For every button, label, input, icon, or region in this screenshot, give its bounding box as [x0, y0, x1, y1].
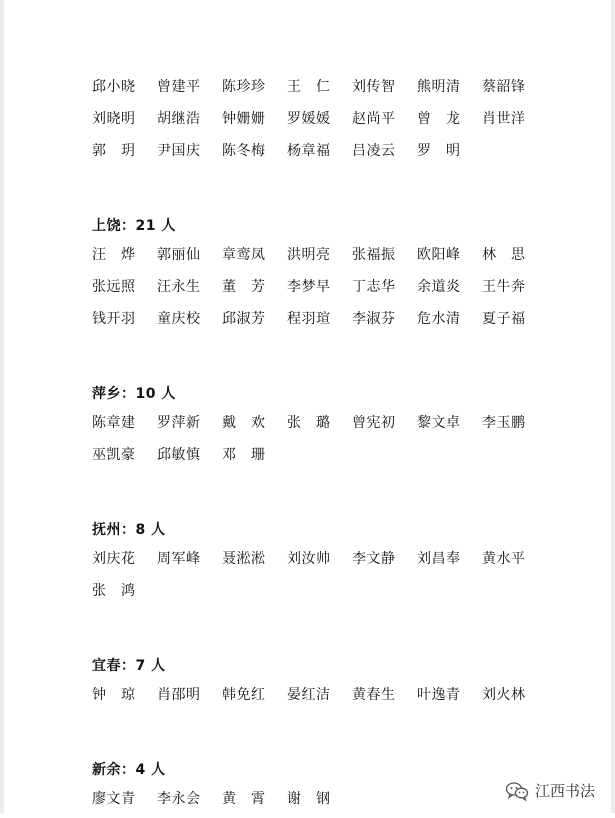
name-row: [92, 578, 532, 610]
person-name: 李玉鹏: [482, 415, 526, 431]
region-title: 宜春：7 人: [92, 658, 166, 674]
name-row: [92, 442, 532, 474]
person-name: 余道炎: [417, 279, 461, 295]
person-name: 郭丽仙: [157, 247, 201, 263]
person-name: 李文静: [352, 551, 396, 567]
name-row: [92, 106, 532, 138]
person-name: 王 仁: [287, 79, 331, 95]
name-row: [92, 274, 532, 306]
person-name: 肖邵明: [157, 687, 201, 703]
name-row: [92, 138, 532, 170]
person-name: 聂淞淞: [222, 551, 266, 567]
page-edge-left: [0, 0, 4, 813]
person-name: 黄春生: [352, 687, 396, 703]
watermark-text: 江西书法: [534, 782, 595, 800]
person-name: 刘火林: [482, 687, 526, 703]
person-name: 吕凌云: [352, 143, 396, 159]
section-spacer: [92, 714, 532, 760]
section-spacer: [92, 474, 532, 520]
person-name: 黎文卓: [417, 415, 461, 431]
person-name: 罗媛媛: [287, 111, 331, 127]
person-name: 李永会: [157, 791, 201, 807]
person-name: 章鸾凤: [222, 247, 266, 263]
person-name: 丁志华: [352, 279, 396, 295]
person-name: 钱开羽: [92, 311, 136, 327]
person-name: 陈珍珍: [222, 79, 266, 95]
person-name: 晏红洁: [287, 687, 331, 703]
person-name: 曾宪初: [352, 415, 396, 431]
name-row: [92, 786, 532, 818]
region-title: 抚州：8 人: [92, 522, 166, 538]
person-name: 罗 明: [417, 143, 461, 159]
region-group: [92, 384, 532, 474]
person-name: 邱小晓: [92, 79, 136, 95]
name-row: [92, 682, 532, 714]
person-name: 尹国庆: [157, 143, 201, 159]
person-name: 黄 霄: [222, 791, 266, 807]
person-name: 胡继浩: [157, 111, 201, 127]
person-name: 曾 龙: [417, 111, 461, 127]
person-name: 王牛奔: [482, 279, 526, 295]
person-name: 赵尚平: [352, 111, 396, 127]
person-name: 杨章福: [287, 143, 331, 159]
name-row: [92, 546, 532, 578]
person-name: 刘庆花: [92, 551, 136, 567]
person-name: 邱淑芳: [222, 311, 266, 327]
person-name: 李梦早: [287, 279, 331, 295]
region-group: [92, 520, 532, 610]
section-spacer: [92, 170, 532, 216]
section-spacer: [92, 338, 532, 384]
person-name: 邱敏慎: [157, 447, 201, 463]
person-name: 张远照: [92, 279, 136, 295]
person-name: 钟姗姗: [222, 111, 266, 127]
region-title: 上饶：21 人: [92, 218, 176, 234]
person-name: 钟 琼: [92, 687, 136, 703]
person-name: 汪永生: [157, 279, 201, 295]
person-name: 童庆校: [157, 311, 201, 327]
person-name: 韩免红: [222, 687, 266, 703]
name-row: [92, 306, 532, 338]
region-group: [92, 760, 532, 818]
region-group: [92, 74, 532, 170]
person-name: 陈章建: [92, 415, 136, 431]
person-name: 周军峰: [157, 551, 201, 567]
person-name: 程羽瑄: [287, 311, 331, 327]
person-name: 蔡韶锋: [482, 79, 526, 95]
region-group: [92, 216, 532, 338]
person-name: 熊明清: [417, 79, 461, 95]
section-spacer: [92, 610, 532, 656]
person-name: 肖世洋: [482, 111, 526, 127]
person-name: 陈冬梅: [222, 143, 266, 159]
name-row: [92, 410, 532, 442]
person-name: 叶逸青: [417, 687, 461, 703]
person-name: 董 芳: [222, 279, 266, 295]
person-name: 曾建平: [157, 79, 201, 95]
person-name: 廖文青: [92, 791, 136, 807]
person-name: 危水清: [417, 311, 461, 327]
person-name: 谢 钢: [287, 791, 331, 807]
person-name: 张福振: [352, 247, 396, 263]
region-title: 萍乡：10 人: [92, 386, 176, 402]
person-name: 戴 欢: [222, 415, 266, 431]
person-name: 刘传智: [352, 79, 396, 95]
person-name: 张 璐: [287, 415, 331, 431]
watermark: [505, 780, 595, 801]
person-name: 欧阳峰: [417, 247, 461, 263]
name-row: [92, 74, 532, 106]
person-name: 黄水平: [482, 551, 526, 567]
person-name: 刘昌奉: [417, 551, 461, 567]
person-name: 罗萍新: [157, 415, 201, 431]
person-name: 刘汝帅: [287, 551, 331, 567]
name-row: [92, 242, 532, 274]
person-name: 洪明亮: [287, 247, 331, 263]
person-name: 汪 烨: [92, 247, 136, 263]
person-name: 巫凯豪: [92, 447, 136, 463]
person-name: 张 鸿: [92, 583, 136, 599]
region-group: [92, 656, 532, 714]
person-name: 林 思: [482, 247, 526, 263]
person-name: 邓 珊: [222, 447, 266, 463]
wechat-icon: [505, 781, 529, 801]
region-title: 新余：4 人: [92, 762, 166, 778]
person-name: 李淑芬: [352, 311, 396, 327]
person-name: 夏子福: [482, 311, 526, 327]
person-name: 郭 玥: [92, 143, 136, 159]
person-name: 刘晓明: [92, 111, 136, 127]
page-edge-right: [611, 0, 615, 813]
name-list: [92, 74, 532, 818]
